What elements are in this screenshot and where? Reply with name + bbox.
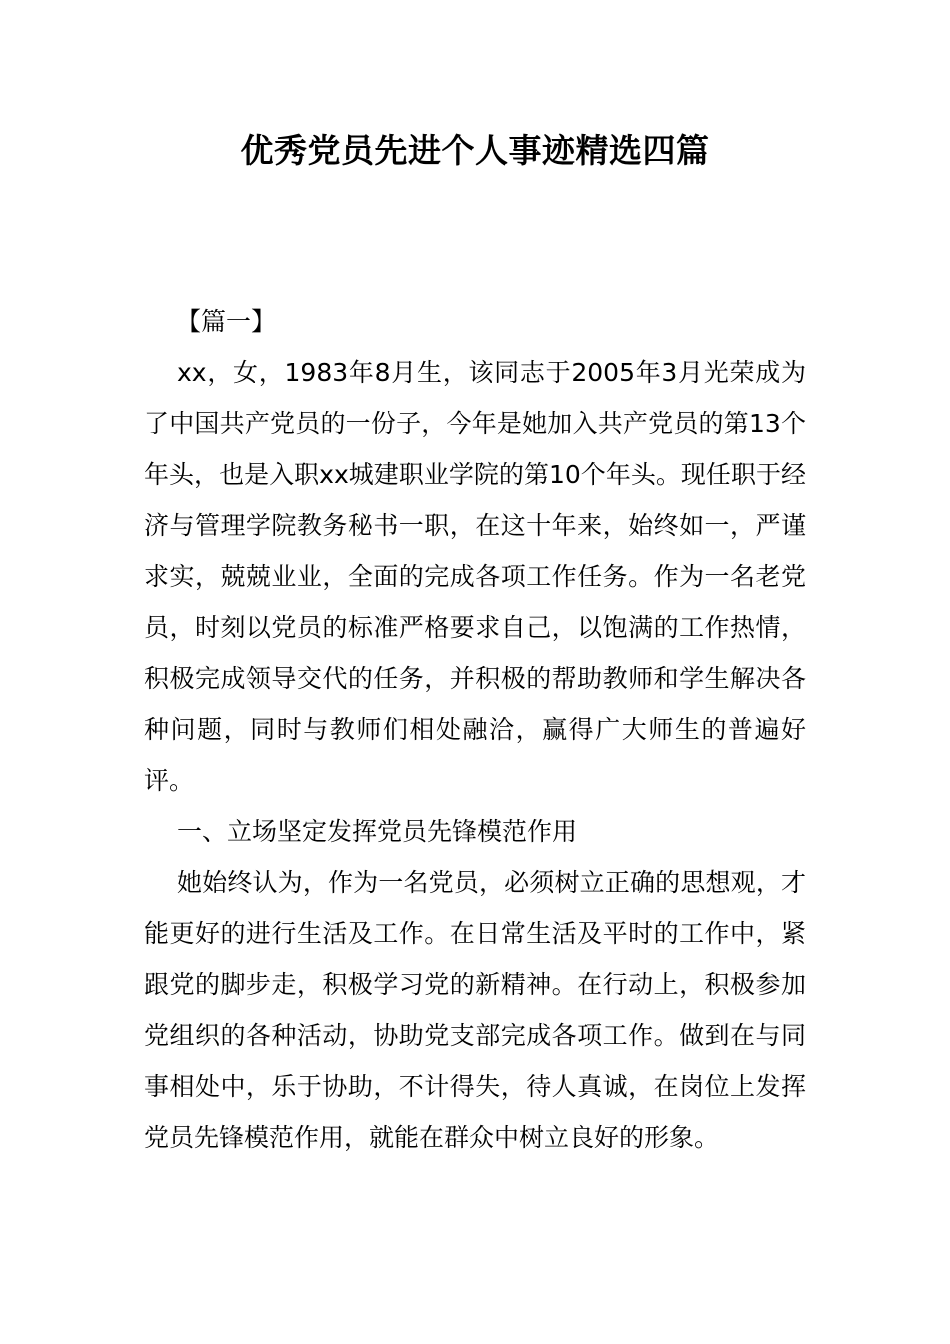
intro-paragraph: xx，女，1983年8月生，该同志于2005年3月光荣成为了中国共产党员的一份子，今年是她加入共产党员的第13个年头，也是入职xx城建职业学院的第10个年头。现任职于经济与管理学院教务秘书一职，在这十年来，始终如一，严谨求实，兢兢业业，全面的完成各项工作任务。作为一名老党员，时刻以党员的标准严格要求自己，以饱满的工作热情，积极完成领导交代的任务，并积极的帮助教师和学生解决各种问题，同时与教师们相处融洽，赢得广大师生的普遍好评。 — [144, 358, 806, 795]
section-heading-one: 一、立场坚定发挥党员先锋模范作用 — [177, 817, 578, 846]
section-marker: 【篇一】 — [176, 307, 277, 336]
body-paragraph-one: 她始终认为，作为一名党员，必须树立正确的思想观，才能更好的进行生活及工作。在日常生活及平时的工作中，紧跟党的脚步走，积极学习党的新精神。在行动上，积极参加党组织的各种活动，协助党支部完成各项工作。做到在与同事相处中，乐于协助，不计得失，待人真诚，在岗位上发挥党员先锋模范作用，就能在群众中树立良好的形象。 — [144, 868, 806, 1152]
document-body — [144, 296, 806, 1163]
document-title: 优秀党员先进个人事迹精选四篇 — [240, 131, 710, 170]
